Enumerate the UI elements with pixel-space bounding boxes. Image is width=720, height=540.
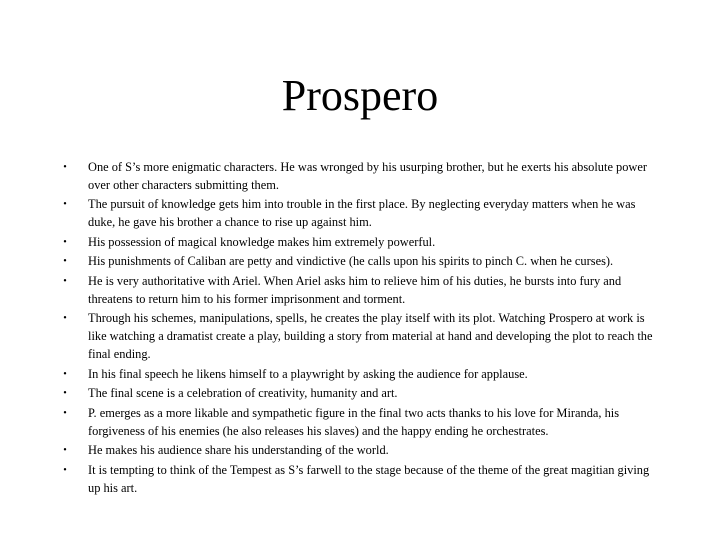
bullet-item	[63, 385, 660, 403]
bullet-text: Through his schemes, manipulations, spells, he creates the play itself with its plot. Watching Prospero at work is like watching a dramatist create a play, building a story from material at hand and developing the plot to reach the final ending.	[88, 311, 653, 361]
bullet-dot-icon: •	[63, 199, 67, 211]
bullet-text: P. emerges as a more likable and sympathetic figure in the final two acts thanks to his love for Miranda, his forgiveness of his enemies (he also releases his slaves) and the happy ending he orchestrates.	[88, 405, 620, 438]
bullet-text: The final scene is a celebration of creativity, humanity and art.	[88, 386, 398, 401]
bullet-dot-icon: •	[63, 256, 67, 268]
bullet-item	[63, 196, 660, 232]
bullet-dot-icon: •	[63, 162, 67, 173]
bullet-item	[63, 273, 660, 309]
bullet-item	[63, 442, 660, 460]
bullet-text: It is tempting to think of the Tempest as S’s farwell to the stage because of the theme of the great magitian giving up his art.	[88, 462, 650, 495]
bullet-item	[63, 234, 660, 252]
bullet-dot-icon: •	[63, 313, 67, 325]
bullet-dot-icon: •	[63, 464, 67, 476]
bullet-text: He makes his audience share his understanding of the world.	[88, 443, 389, 458]
bullet-text: The pursuit of knowledge gets him into trouble in the first place. By neglecting everyday matters when he was duke, he gave his brother a chance to rise up against him.	[88, 197, 636, 230]
bullet-dot-icon: •	[63, 275, 67, 287]
bullet-item	[63, 405, 660, 441]
slide-title: Prospero	[281, 71, 439, 120]
bullet-dot-icon: •	[63, 445, 67, 457]
bullet-item	[63, 159, 660, 195]
bullet-list	[63, 159, 660, 499]
bullet-dot-icon: •	[63, 236, 67, 248]
bullet-dot-icon: •	[63, 407, 67, 419]
bullet-text: One of S’s more enigmatic characters. He was wronged by his usurping brother, but he exerts his absolute power over other characters submitting them.	[88, 160, 647, 192]
bullet-dot-icon: •	[63, 368, 67, 380]
bullet-item	[63, 462, 660, 498]
bullet-text: He is very authoritative with Ariel. When Ariel asks him to relieve him of his duties, he bursts into fury and threatens to return him to his former imprisonment and torment.	[88, 273, 622, 306]
bullet-text: His possession of magical knowledge makes him extremely powerful.	[88, 234, 436, 249]
bullet-text: In his final speech he likens himself to a playwright by asking the audience for applause.	[88, 366, 528, 381]
bullet-item	[63, 253, 660, 271]
bullet-item	[63, 310, 660, 363]
bullet-item	[63, 366, 660, 384]
bullet-text: His punishments of Caliban are petty and vindictive (he calls upon his spirits to pinch C. when he curses).	[88, 254, 614, 269]
bullet-dot-icon: •	[63, 388, 67, 400]
